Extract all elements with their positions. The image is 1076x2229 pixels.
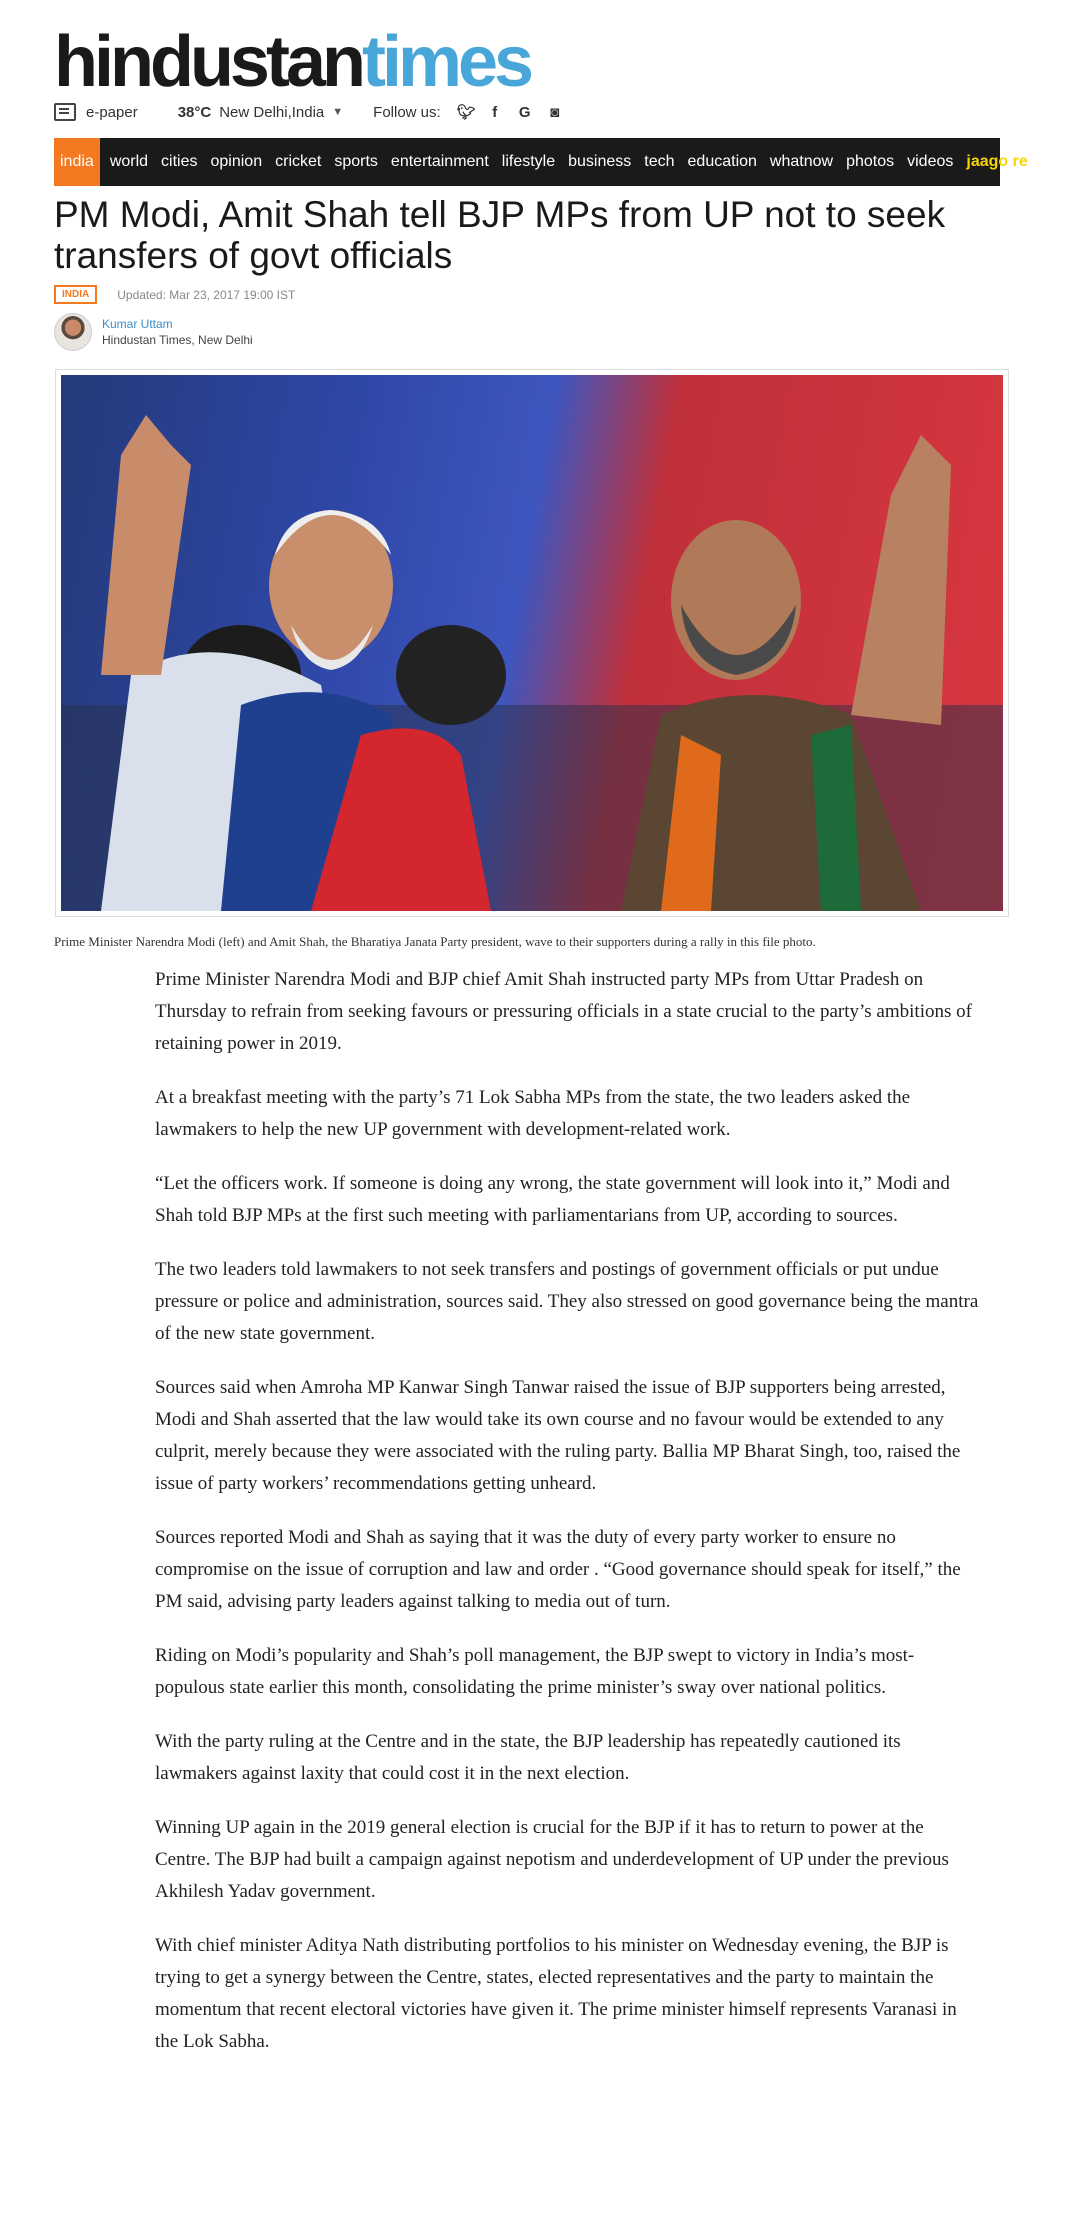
article-photo xyxy=(55,369,1009,917)
nav-item-cities[interactable]: cities xyxy=(161,153,198,170)
article-meta xyxy=(54,285,295,304)
section-tag[interactable]: INDIA xyxy=(54,285,97,304)
facebook-icon[interactable]: f xyxy=(492,103,498,121)
author-block xyxy=(54,313,253,351)
nav-item-photos[interactable]: photos xyxy=(846,153,895,170)
nav-item-opinion[interactable]: opinion xyxy=(210,153,263,170)
article-paragraph: With the party ruling at the Centre and in the state, the BJP leadership has repeatedly cautioned its lawmakers against laxity that could cost it in the next election. xyxy=(155,1731,901,1784)
epaper-link[interactable]: e-paper xyxy=(86,103,138,121)
article-paragraph: Riding on Modi’s popularity and Shah’s poll management, the BJP swept to victory in India’s most-populous state earlier this month, consolidating the prime minister’s sway over national politics. xyxy=(155,1645,915,1698)
author-publication: Hindustan Times, New Delhi xyxy=(102,333,253,347)
follow-label: Follow us: xyxy=(373,103,441,121)
article-paragraph: Prime Minister Narendra Modi and BJP chief Amit Shah instructed party MPs from Uttar Pradesh on Thursday to refrain from seeking favours or pressuring officials in a state crucial to the party’s ambitions of retaining power in 2019. xyxy=(155,969,972,1054)
article-paragraph: At a breakfast meeting with the party’s 71 Lok Sabha MPs from the state, the two leaders asked the lawmakers to help the new UP government with development-related work. xyxy=(155,1087,911,1140)
nav-item-india[interactable]: india xyxy=(54,138,100,186)
nav-item-sports[interactable]: sports xyxy=(334,153,378,170)
nav-item-education[interactable]: education xyxy=(687,153,757,170)
logo-part-1: hindustan xyxy=(54,22,362,102)
top-bar xyxy=(54,100,577,124)
main-nav xyxy=(54,138,1076,186)
instagram-icon[interactable]: ◙ xyxy=(550,103,560,121)
nav-item-whatnow[interactable]: whatnow xyxy=(769,153,834,170)
temperature: 38°C xyxy=(177,103,212,121)
nav-item-business[interactable]: business xyxy=(568,153,632,170)
nav-item-jaago-re[interactable]: jaago re xyxy=(966,153,1028,170)
nav-item-cricket[interactable]: cricket xyxy=(275,153,322,170)
article-paragraph: “Let the officers work. If someone is doing any wrong, the state government will look into it,” Modi and Shah told BJP MPs at the first such meeting with parliamentarians from UP, according to sources. xyxy=(155,1173,950,1226)
caret-down-icon[interactable]: ▼ xyxy=(332,106,344,118)
article-body xyxy=(155,964,981,2080)
site-logo[interactable] xyxy=(54,22,530,102)
twitter-icon[interactable]: 🐦︎ xyxy=(456,104,476,121)
article-headline: PM Modi, Amit Shah tell BJP MPs from UP not to seek transfers of govt officials xyxy=(54,194,946,276)
photo-caption: Prime Minister Narendra Modi (left) and Amit Shah, the Bharatiya Janata Party president, wave to their supporters during a rally in this file photo. xyxy=(54,934,816,949)
nav-item-world[interactable]: world xyxy=(109,153,149,170)
updated-timestamp: Updated: Mar 23, 2017 19:00 IST xyxy=(117,287,296,302)
nav-item-lifestyle[interactable]: lifestyle xyxy=(501,153,556,170)
article-paragraph: With chief minister Aditya Nath distributing portfolios to his minister on Wednesday evening, the BJP is trying to get a synergy between the Centre, states, elected representatives and the party to maintain the momentum that recent electoral victories have given it. The prime minister himself represents Varanasi in the Lok Sabha. xyxy=(155,1935,957,2052)
more-icon[interactable]: ●●● xyxy=(1040,153,1076,170)
author-avatar[interactable] xyxy=(54,313,92,351)
nav-item-videos[interactable]: videos xyxy=(907,153,954,170)
article-paragraph: Sources said when Amroha MP Kanwar Singh Tanwar raised the issue of BJP supporters being arrested, Modi and Shah asserted that the law would take its own course and no favour would be extended to any culprit, merely because they were associated with the ruling party. Ballia MP Bharat Singh, too, raised the issue of party workers’ recommendations getting unheard. xyxy=(155,1377,961,1494)
article-paragraph: Sources reported Modi and Shah as saying that it was the duty of every party worker to ensure no compromise on the issue of corruption and law and order . “Good governance should speak for itself,” the PM said, advising party leaders against talking to media out of turn. xyxy=(155,1527,961,1612)
article-paragraph: The two leaders told lawmakers to not seek transfers and postings of government officials or put undue pressure or police and administration, sources said. They also stressed on good governance being the mantra of the new state government. xyxy=(155,1259,979,1344)
location-selector[interactable]: New Delhi,India xyxy=(219,103,325,121)
nav-item-entertainment[interactable]: entertainment xyxy=(390,153,489,170)
newspaper-icon[interactable] xyxy=(54,103,76,121)
rally-photo xyxy=(61,375,1003,911)
google-icon[interactable]: G xyxy=(518,103,531,121)
author-name[interactable]: Kumar Uttam xyxy=(102,317,173,331)
logo-part-2: times xyxy=(361,22,531,102)
article-paragraph: Winning UP again in the 2019 general election is crucial for the BJP if it has to return to power at the Centre. The BJP had built a campaign against nepotism and underdevelopment of UP under the previous Akhilesh Yadav government. xyxy=(155,1817,949,1902)
nav-item-tech[interactable]: tech xyxy=(644,153,675,170)
photo-illustration xyxy=(61,375,1003,911)
